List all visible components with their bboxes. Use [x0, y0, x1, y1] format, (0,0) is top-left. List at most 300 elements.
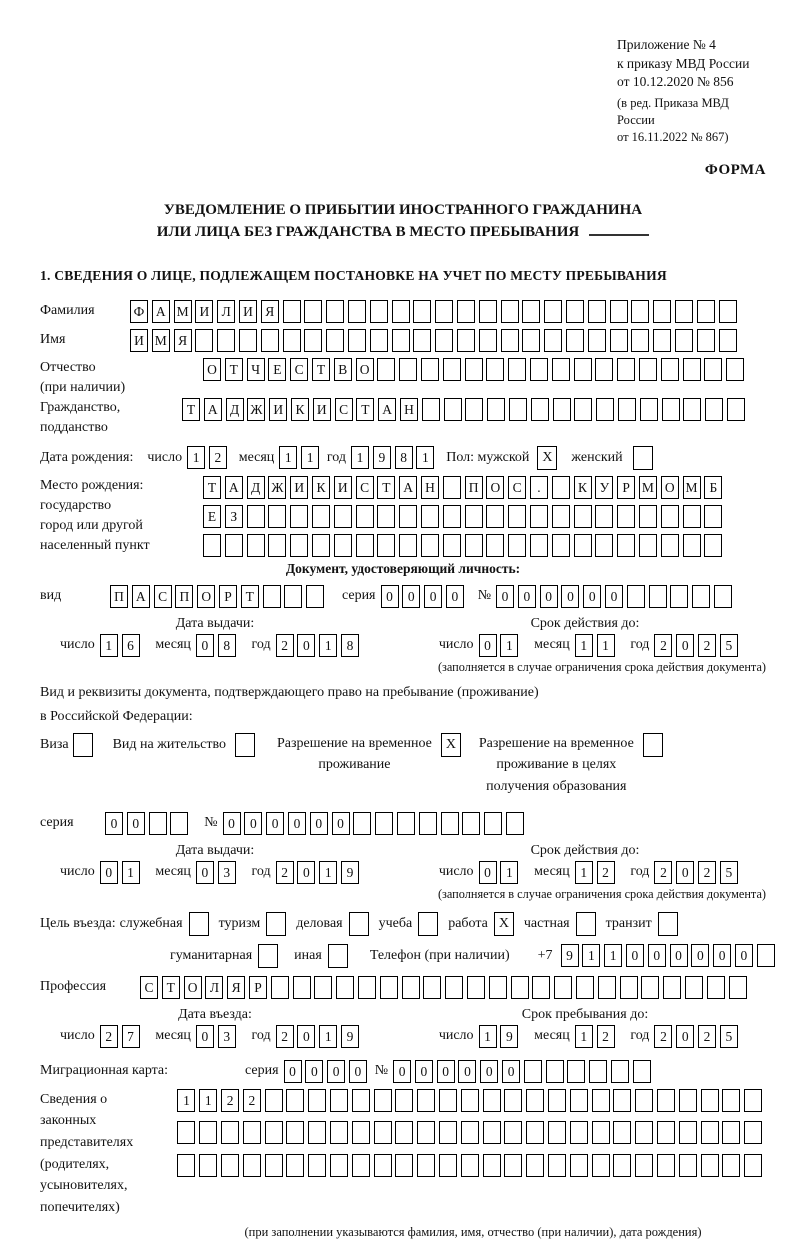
char-cell[interactable]: [399, 505, 417, 528]
purpose-work-checkbox[interactable]: X: [494, 912, 514, 936]
char-cell[interactable]: [548, 1154, 566, 1177]
char-cell[interactable]: 2: [698, 1025, 716, 1048]
char-cell[interactable]: 0: [284, 1060, 302, 1083]
doc-series-cells[interactable]: [381, 585, 468, 608]
purpose-service-checkbox[interactable]: [189, 912, 209, 936]
char-cell[interactable]: [417, 1121, 435, 1144]
char-cell[interactable]: К: [312, 476, 330, 499]
char-cell[interactable]: [465, 505, 483, 528]
char-cell[interactable]: [356, 534, 374, 557]
char-cell[interactable]: [402, 976, 420, 999]
char-cell[interactable]: [685, 976, 703, 999]
sex-female-checkbox[interactable]: [633, 446, 653, 470]
char-cell[interactable]: [221, 1121, 239, 1144]
char-cell[interactable]: [639, 358, 657, 381]
char-cell[interactable]: 1: [199, 1089, 217, 1112]
char-cell[interactable]: Т: [203, 476, 221, 499]
entry-day-cells[interactable]: [100, 1025, 144, 1048]
char-cell[interactable]: 0: [626, 944, 644, 967]
char-cell[interactable]: [683, 534, 701, 557]
char-cell[interactable]: 0: [305, 1060, 323, 1083]
char-cell[interactable]: [610, 329, 628, 352]
char-cell[interactable]: 1: [177, 1089, 195, 1112]
char-cell[interactable]: [697, 329, 715, 352]
char-cell[interactable]: [326, 329, 344, 352]
char-cell[interactable]: 0: [605, 585, 623, 608]
char-cell[interactable]: К: [574, 476, 592, 499]
char-cell[interactable]: [312, 534, 330, 557]
char-cell[interactable]: [380, 976, 398, 999]
char-cell[interactable]: П: [465, 476, 483, 499]
char-cell[interactable]: [397, 812, 415, 835]
char-cell[interactable]: 3: [218, 1025, 236, 1048]
char-cell[interactable]: [461, 1089, 479, 1112]
char-cell[interactable]: 0: [480, 1060, 498, 1083]
char-cell[interactable]: 0: [561, 585, 579, 608]
char-cell[interactable]: [352, 1121, 370, 1144]
residence-series-cells[interactable]: [105, 812, 192, 835]
char-cell[interactable]: Я: [227, 976, 245, 999]
char-cell[interactable]: [461, 1154, 479, 1177]
char-cell[interactable]: С: [290, 358, 308, 381]
char-cell[interactable]: [265, 1089, 283, 1112]
char-cell[interactable]: [566, 300, 584, 323]
char-cell[interactable]: [330, 1089, 348, 1112]
char-cell[interactable]: [334, 534, 352, 557]
phone-cells[interactable]: [561, 944, 779, 967]
char-cell[interactable]: [679, 1154, 697, 1177]
identity-issue-month-cells[interactable]: [196, 634, 240, 657]
char-cell[interactable]: [221, 1154, 239, 1177]
char-cell[interactable]: [532, 976, 550, 999]
char-cell[interactable]: [574, 505, 592, 528]
char-cell[interactable]: [417, 1154, 435, 1177]
char-cell[interactable]: [726, 358, 744, 381]
char-cell[interactable]: 0: [196, 634, 214, 657]
char-cell[interactable]: 0: [297, 861, 315, 884]
char-cell[interactable]: [484, 812, 502, 835]
char-cell[interactable]: К: [291, 398, 309, 421]
char-cell[interactable]: [592, 1121, 610, 1144]
char-cell[interactable]: 1: [279, 446, 297, 469]
char-cell[interactable]: [439, 1154, 457, 1177]
purpose-tourism-checkbox[interactable]: [266, 912, 286, 936]
char-cell[interactable]: 7: [122, 1025, 140, 1048]
char-cell[interactable]: И: [313, 398, 331, 421]
char-cell[interactable]: [588, 300, 606, 323]
char-cell[interactable]: [522, 329, 540, 352]
char-cell[interactable]: [729, 976, 747, 999]
char-cell[interactable]: [552, 534, 570, 557]
char-cell[interactable]: [757, 944, 775, 967]
char-cell[interactable]: [421, 534, 439, 557]
char-cell[interactable]: [618, 398, 636, 421]
char-cell[interactable]: [707, 976, 725, 999]
char-cell[interactable]: [308, 1121, 326, 1144]
char-cell[interactable]: О: [486, 476, 504, 499]
char-cell[interactable]: 0: [583, 585, 601, 608]
char-cell[interactable]: Т: [162, 976, 180, 999]
char-cell[interactable]: Л: [217, 300, 235, 323]
char-cell[interactable]: 0: [349, 1060, 367, 1083]
char-cell[interactable]: [435, 300, 453, 323]
purpose-private-checkbox[interactable]: [576, 912, 596, 936]
char-cell[interactable]: 1: [301, 446, 319, 469]
char-cell[interactable]: [487, 398, 505, 421]
char-cell[interactable]: [719, 300, 737, 323]
char-cell[interactable]: [613, 1089, 631, 1112]
char-cell[interactable]: [465, 358, 483, 381]
char-cell[interactable]: [247, 534, 265, 557]
char-cell[interactable]: [701, 1121, 719, 1144]
char-cell[interactable]: О: [203, 358, 221, 381]
char-cell[interactable]: [444, 398, 462, 421]
char-cell[interactable]: [574, 534, 592, 557]
char-cell[interactable]: 0: [244, 812, 262, 835]
char-cell[interactable]: [670, 585, 688, 608]
residence-issue-year-cells[interactable]: [276, 861, 363, 884]
char-cell[interactable]: 8: [341, 634, 359, 657]
char-cell[interactable]: 1: [575, 1025, 593, 1048]
char-cell[interactable]: [353, 812, 371, 835]
char-cell[interactable]: С: [140, 976, 158, 999]
char-cell[interactable]: [375, 812, 393, 835]
char-cell[interactable]: [286, 1089, 304, 1112]
char-cell[interactable]: [483, 1121, 501, 1144]
char-cell[interactable]: М: [152, 329, 170, 352]
char-cell[interactable]: [441, 812, 459, 835]
char-cell[interactable]: [439, 1089, 457, 1112]
char-cell[interactable]: [552, 358, 570, 381]
char-cell[interactable]: [413, 329, 431, 352]
stay-year-cells[interactable]: [654, 1025, 741, 1048]
char-cell[interactable]: [306, 585, 324, 608]
char-cell[interactable]: 0: [691, 944, 709, 967]
char-cell[interactable]: [336, 976, 354, 999]
char-cell[interactable]: [620, 976, 638, 999]
migration-series-cells[interactable]: [284, 1060, 371, 1083]
char-cell[interactable]: [574, 358, 592, 381]
residence-permit-checkbox[interactable]: [235, 733, 255, 757]
char-cell[interactable]: И: [334, 476, 352, 499]
char-cell[interactable]: 2: [698, 861, 716, 884]
char-cell[interactable]: [392, 300, 410, 323]
char-cell[interactable]: А: [225, 476, 243, 499]
char-cell[interactable]: [501, 329, 519, 352]
residence-issue-day-cells[interactable]: [100, 861, 144, 884]
visa-checkbox[interactable]: [73, 733, 93, 757]
char-cell[interactable]: [719, 329, 737, 352]
char-cell[interactable]: 1: [604, 944, 622, 967]
char-cell[interactable]: [199, 1154, 217, 1177]
char-cell[interactable]: 0: [502, 1060, 520, 1083]
char-cell[interactable]: [598, 976, 616, 999]
char-cell[interactable]: [548, 1121, 566, 1144]
char-cell[interactable]: [286, 1154, 304, 1177]
char-cell[interactable]: О: [356, 358, 374, 381]
char-cell[interactable]: 0: [402, 585, 420, 608]
char-cell[interactable]: М: [639, 476, 657, 499]
char-cell[interactable]: 1: [575, 634, 593, 657]
char-cell[interactable]: [377, 358, 395, 381]
char-cell[interactable]: [314, 976, 332, 999]
char-cell[interactable]: 9: [561, 944, 579, 967]
char-cell[interactable]: И: [195, 300, 213, 323]
char-cell[interactable]: [531, 398, 549, 421]
char-cell[interactable]: [570, 1154, 588, 1177]
char-cell[interactable]: [395, 1089, 413, 1112]
char-cell[interactable]: [483, 1154, 501, 1177]
char-cell[interactable]: 0: [310, 812, 328, 835]
char-cell[interactable]: [526, 1154, 544, 1177]
char-cell[interactable]: 2: [597, 861, 615, 884]
char-cell[interactable]: В: [334, 358, 352, 381]
char-cell[interactable]: [613, 1121, 631, 1144]
char-cell[interactable]: О: [184, 976, 202, 999]
char-cell[interactable]: [576, 976, 594, 999]
char-cell[interactable]: Т: [225, 358, 243, 381]
char-cell[interactable]: [588, 329, 606, 352]
char-cell[interactable]: [304, 329, 322, 352]
char-cell[interactable]: [663, 976, 681, 999]
char-cell[interactable]: 0: [332, 812, 350, 835]
char-cell[interactable]: [374, 1154, 392, 1177]
char-cell[interactable]: [592, 1089, 610, 1112]
char-cell[interactable]: Д: [226, 398, 244, 421]
char-cell[interactable]: Е: [268, 358, 286, 381]
char-cell[interactable]: 1: [319, 861, 337, 884]
char-cell[interactable]: 0: [127, 812, 145, 835]
citizenship-cells[interactable]: [182, 398, 749, 421]
residence-expiry-month-cells[interactable]: [575, 861, 619, 884]
char-cell[interactable]: [595, 505, 613, 528]
char-cell[interactable]: 0: [393, 1060, 411, 1083]
char-cell[interactable]: [633, 1060, 651, 1083]
char-cell[interactable]: [284, 585, 302, 608]
char-cell[interactable]: 0: [458, 1060, 476, 1083]
char-cell[interactable]: [486, 534, 504, 557]
char-cell[interactable]: [617, 358, 635, 381]
char-cell[interactable]: [635, 1154, 653, 1177]
char-cell[interactable]: 2: [276, 634, 294, 657]
char-cell[interactable]: [421, 505, 439, 528]
char-cell[interactable]: 0: [196, 861, 214, 884]
char-cell[interactable]: [177, 1154, 195, 1177]
char-cell[interactable]: [679, 1089, 697, 1112]
char-cell[interactable]: [330, 1154, 348, 1177]
char-cell[interactable]: 1: [319, 1025, 337, 1048]
char-cell[interactable]: [439, 1121, 457, 1144]
char-cell[interactable]: 2: [698, 634, 716, 657]
entry-month-cells[interactable]: [196, 1025, 240, 1048]
char-cell[interactable]: [722, 1121, 740, 1144]
char-cell[interactable]: [203, 534, 221, 557]
char-cell[interactable]: [697, 300, 715, 323]
char-cell[interactable]: 1: [187, 446, 205, 469]
char-cell[interactable]: Л: [205, 976, 223, 999]
char-cell[interactable]: [640, 398, 658, 421]
char-cell[interactable]: [546, 1060, 564, 1083]
char-cell[interactable]: [435, 329, 453, 352]
rvp-checkbox[interactable]: X: [441, 733, 461, 757]
purpose-business-checkbox[interactable]: [349, 912, 369, 936]
char-cell[interactable]: [290, 505, 308, 528]
char-cell[interactable]: [445, 976, 463, 999]
char-cell[interactable]: 1: [597, 634, 615, 657]
firstname-cells[interactable]: [130, 329, 740, 352]
char-cell[interactable]: 0: [496, 585, 514, 608]
char-cell[interactable]: [195, 329, 213, 352]
char-cell[interactable]: [374, 1089, 392, 1112]
char-cell[interactable]: [553, 398, 571, 421]
char-cell[interactable]: [596, 398, 614, 421]
char-cell[interactable]: 2: [654, 634, 672, 657]
char-cell[interactable]: Я: [174, 329, 192, 352]
char-cell[interactable]: 5: [720, 1025, 738, 1048]
char-cell[interactable]: А: [132, 585, 150, 608]
char-cell[interactable]: [293, 976, 311, 999]
char-cell[interactable]: [479, 300, 497, 323]
char-cell[interactable]: [631, 329, 649, 352]
char-cell[interactable]: [566, 329, 584, 352]
char-cell[interactable]: [675, 300, 693, 323]
char-cell[interactable]: [522, 300, 540, 323]
char-cell[interactable]: [395, 1121, 413, 1144]
char-cell[interactable]: [271, 976, 289, 999]
char-cell[interactable]: [530, 505, 548, 528]
char-cell[interactable]: М: [683, 476, 701, 499]
char-cell[interactable]: [657, 1089, 675, 1112]
char-cell[interactable]: Т: [182, 398, 200, 421]
birth-year-cells[interactable]: [351, 446, 438, 469]
char-cell[interactable]: [506, 812, 524, 835]
char-cell[interactable]: 1: [122, 861, 140, 884]
char-cell[interactable]: [465, 398, 483, 421]
char-cell[interactable]: Н: [400, 398, 418, 421]
char-cell[interactable]: Н: [421, 476, 439, 499]
stay-month-cells[interactable]: [575, 1025, 619, 1048]
char-cell[interactable]: [423, 976, 441, 999]
char-cell[interactable]: 2: [654, 1025, 672, 1048]
char-cell[interactable]: [526, 1121, 544, 1144]
char-cell[interactable]: [334, 505, 352, 528]
char-cell[interactable]: .: [530, 476, 548, 499]
char-cell[interactable]: Ж: [268, 476, 286, 499]
char-cell[interactable]: 0: [297, 1025, 315, 1048]
identity-issue-day-cells[interactable]: [100, 634, 144, 657]
char-cell[interactable]: [268, 534, 286, 557]
char-cell[interactable]: [704, 505, 722, 528]
char-cell[interactable]: [395, 1154, 413, 1177]
char-cell[interactable]: Р: [249, 976, 267, 999]
char-cell[interactable]: [631, 300, 649, 323]
char-cell[interactable]: [356, 505, 374, 528]
char-cell[interactable]: 2: [100, 1025, 118, 1048]
char-cell[interactable]: 0: [223, 812, 241, 835]
char-cell[interactable]: 1: [416, 446, 434, 469]
char-cell[interactable]: [268, 505, 286, 528]
char-cell[interactable]: [392, 329, 410, 352]
char-cell[interactable]: С: [356, 476, 374, 499]
identity-expiry-year-cells[interactable]: [654, 634, 741, 657]
char-cell[interactable]: [595, 358, 613, 381]
char-cell[interactable]: [683, 358, 701, 381]
doc-number-cells[interactable]: [496, 585, 736, 608]
char-cell[interactable]: [489, 976, 507, 999]
char-cell[interactable]: [526, 1089, 544, 1112]
char-cell[interactable]: [635, 1089, 653, 1112]
char-cell[interactable]: [705, 398, 723, 421]
char-cell[interactable]: [649, 585, 667, 608]
char-cell[interactable]: [722, 1089, 740, 1112]
char-cell[interactable]: 9: [341, 861, 359, 884]
char-cell[interactable]: И: [290, 476, 308, 499]
char-cell[interactable]: [247, 505, 265, 528]
char-cell[interactable]: А: [399, 476, 417, 499]
birth-day-cells[interactable]: [187, 446, 231, 469]
rvp-education-checkbox[interactable]: [643, 733, 663, 757]
char-cell[interactable]: 1: [100, 634, 118, 657]
char-cell[interactable]: 2: [209, 446, 227, 469]
char-cell[interactable]: 0: [540, 585, 558, 608]
char-cell[interactable]: [679, 1121, 697, 1144]
char-cell[interactable]: [589, 1060, 607, 1083]
char-cell[interactable]: 0: [479, 634, 497, 657]
residence-issue-month-cells[interactable]: [196, 861, 240, 884]
char-cell[interactable]: [283, 300, 301, 323]
identity-issue-year-cells[interactable]: [276, 634, 363, 657]
char-cell[interactable]: [592, 1154, 610, 1177]
char-cell[interactable]: [443, 476, 461, 499]
char-cell[interactable]: [744, 1154, 762, 1177]
char-cell[interactable]: М: [174, 300, 192, 323]
char-cell[interactable]: [217, 329, 235, 352]
char-cell[interactable]: [544, 329, 562, 352]
char-cell[interactable]: Т: [377, 476, 395, 499]
char-cell[interactable]: Е: [203, 505, 221, 528]
char-cell[interactable]: [239, 329, 257, 352]
char-cell[interactable]: [443, 358, 461, 381]
char-cell[interactable]: Ф: [130, 300, 148, 323]
char-cell[interactable]: [501, 300, 519, 323]
char-cell[interactable]: Т: [312, 358, 330, 381]
char-cell[interactable]: [704, 534, 722, 557]
char-cell[interactable]: [483, 1089, 501, 1112]
char-cell[interactable]: [290, 534, 308, 557]
char-cell[interactable]: [243, 1121, 261, 1144]
char-cell[interactable]: [377, 505, 395, 528]
char-cell[interactable]: 1: [319, 634, 337, 657]
char-cell[interactable]: [508, 505, 526, 528]
char-cell[interactable]: 0: [297, 634, 315, 657]
char-cell[interactable]: [462, 812, 480, 835]
char-cell[interactable]: [308, 1154, 326, 1177]
char-cell[interactable]: [422, 398, 440, 421]
char-cell[interactable]: [567, 1060, 585, 1083]
char-cell[interactable]: 3: [218, 861, 236, 884]
char-cell[interactable]: [504, 1154, 522, 1177]
char-cell[interactable]: [610, 300, 628, 323]
char-cell[interactable]: [683, 505, 701, 528]
char-cell[interactable]: [370, 300, 388, 323]
char-cell[interactable]: Т: [356, 398, 374, 421]
char-cell[interactable]: [177, 1121, 195, 1144]
char-cell[interactable]: С: [335, 398, 353, 421]
char-cell[interactable]: [657, 1154, 675, 1177]
char-cell[interactable]: [661, 505, 679, 528]
char-cell[interactable]: 1: [575, 861, 593, 884]
char-cell[interactable]: [399, 358, 417, 381]
